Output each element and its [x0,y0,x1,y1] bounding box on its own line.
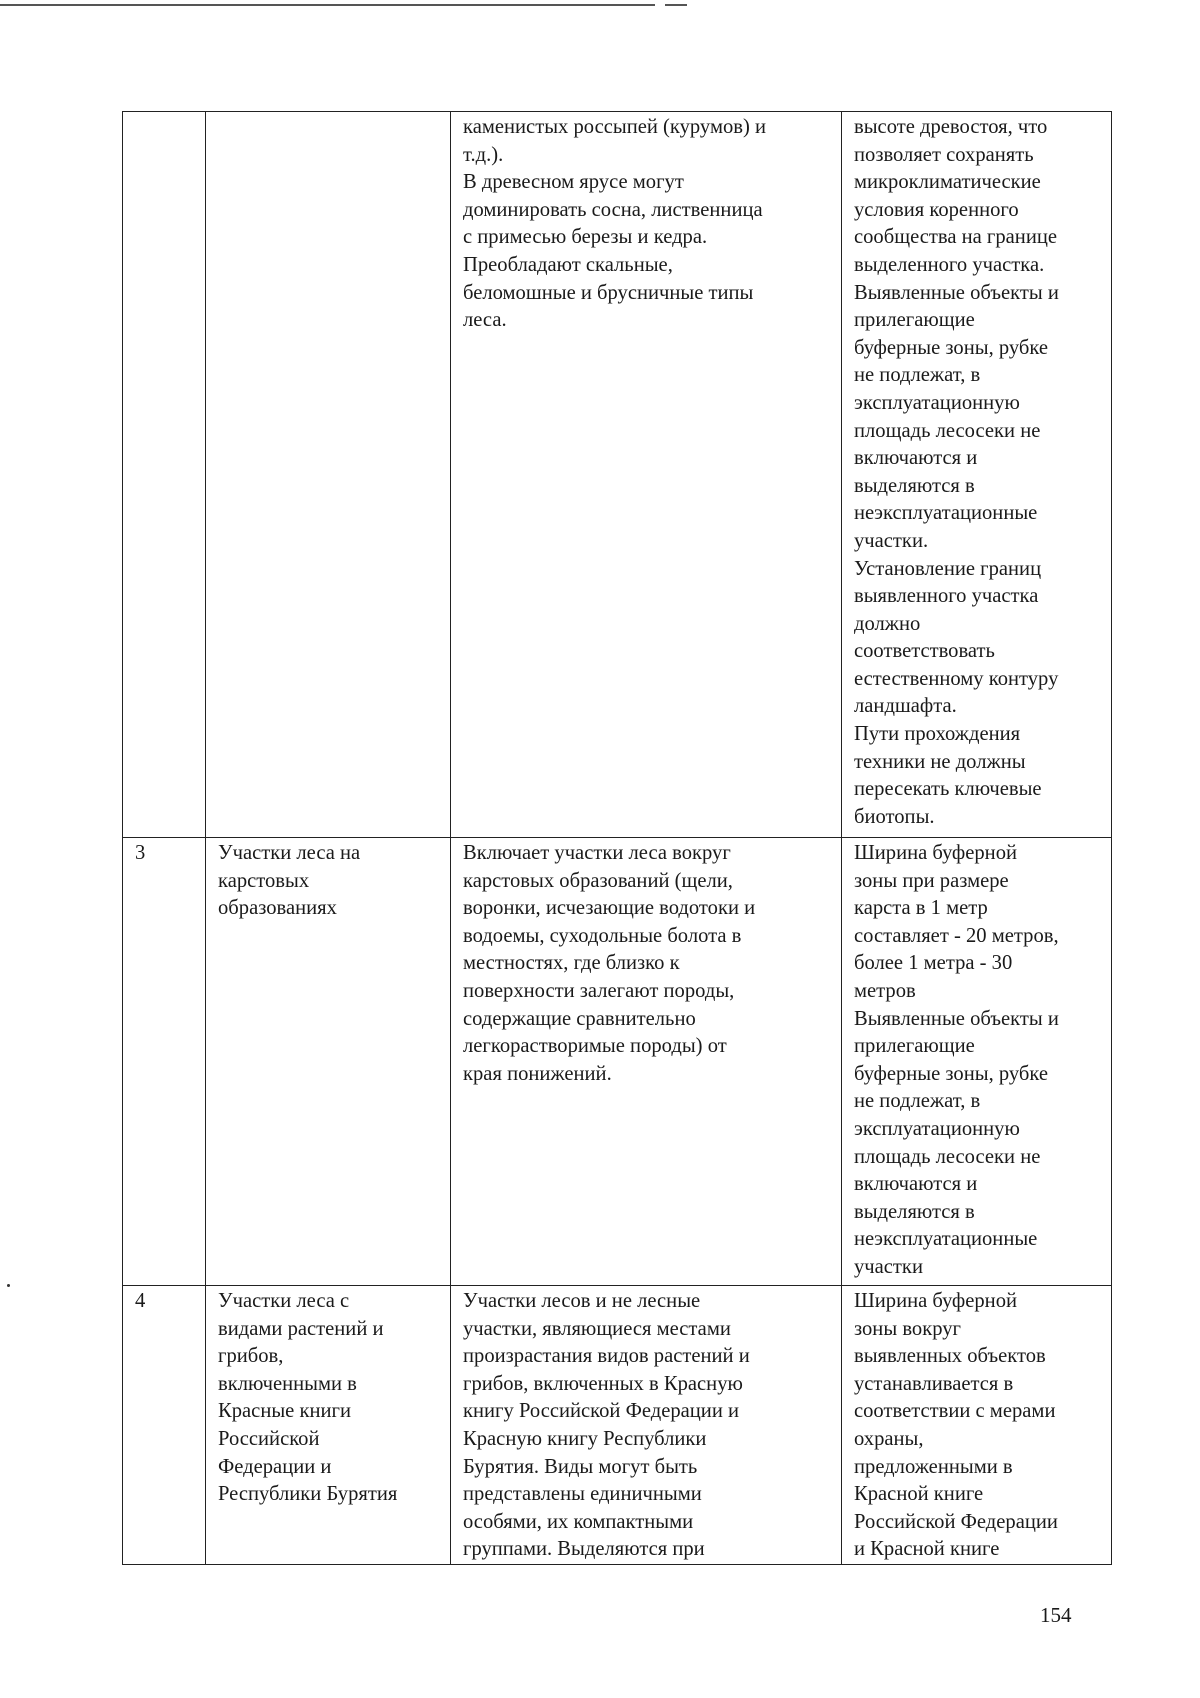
table-row [123,838,1112,1286]
top-scan-rule [0,0,655,6]
description-cell: каменистых россыпей (курумов) и т.д.). В древесном ярусе могут доминировать сосна, лиственница с примесью березы и кедра. Преобладают скальные, беломошные и брусничные типы леса. [451,112,842,838]
row-number-cell: 4 [123,1286,206,1565]
measures-cell: Ширина буферной зоны вокруг выявленных объектов устанавливается в соответствии с мерами охраны, предложенными в Красной книге Российской Федерации и Красной книге [842,1286,1112,1565]
table-row [123,112,1112,838]
table-row [123,1286,1112,1565]
site-name-cell: Участки леса на карстовых образованиях [206,838,451,1286]
page-number: 154 [1040,1603,1072,1627]
site-name-cell: Участки леса с видами растений и грибов, включенными в Красные книги Российской Федерации и Республики Бурятия [206,1286,451,1565]
site-name-cell [206,112,451,838]
scan-artifact-dot [7,1284,10,1287]
top-scan-rule-short [665,0,687,6]
row-number-cell: 3 [123,838,206,1286]
description-cell: Включает участки леса вокруг карстовых образований (щели, воронки, исчезающие водотоки и водоемы, суходольные болота в местностях, где близко к поверхности залегают породы, содержащие сравнительно легкорастворимые породы) от края понижений. [451,838,842,1286]
document-table [122,111,1112,1565]
description-cell: Участки лесов и не лесные участки, являющиеся местами произрастания видов растений и грибов, включенных в Красную книгу Российской Федерации и Красную книгу Республики Бурятия. Виды могут быть представлены единичными особями, их компактными группами. Выделяются при [451,1286,842,1565]
measures-cell: высоте древостоя, что позволяет сохранять микроклиматические условия коренного сообщества на границе выделенного участка. Выявленные объекты и прилегающие буферные зоны, рубке не подлежат, в эксплуатационную площадь лесосеки не включаются и выделяются в неэксплуатационные участки. Установление границ выявленного участка должно соответствовать естественному контуру ландшафта. Пути прохождения техники не должны пересекать ключевые биотопы. [842,112,1112,838]
row-number-cell [123,112,206,838]
measures-cell: Ширина буферной зоны при размере карста в 1 метр составляет - 20 метров, более 1 метра - 30 метров Выявленные объекты и прилегающие буферные зоны, рубке не подлежат, в эксплуатационную площадь лесосеки не включаются и выделяются в неэксплуатационные участки [842,838,1112,1286]
